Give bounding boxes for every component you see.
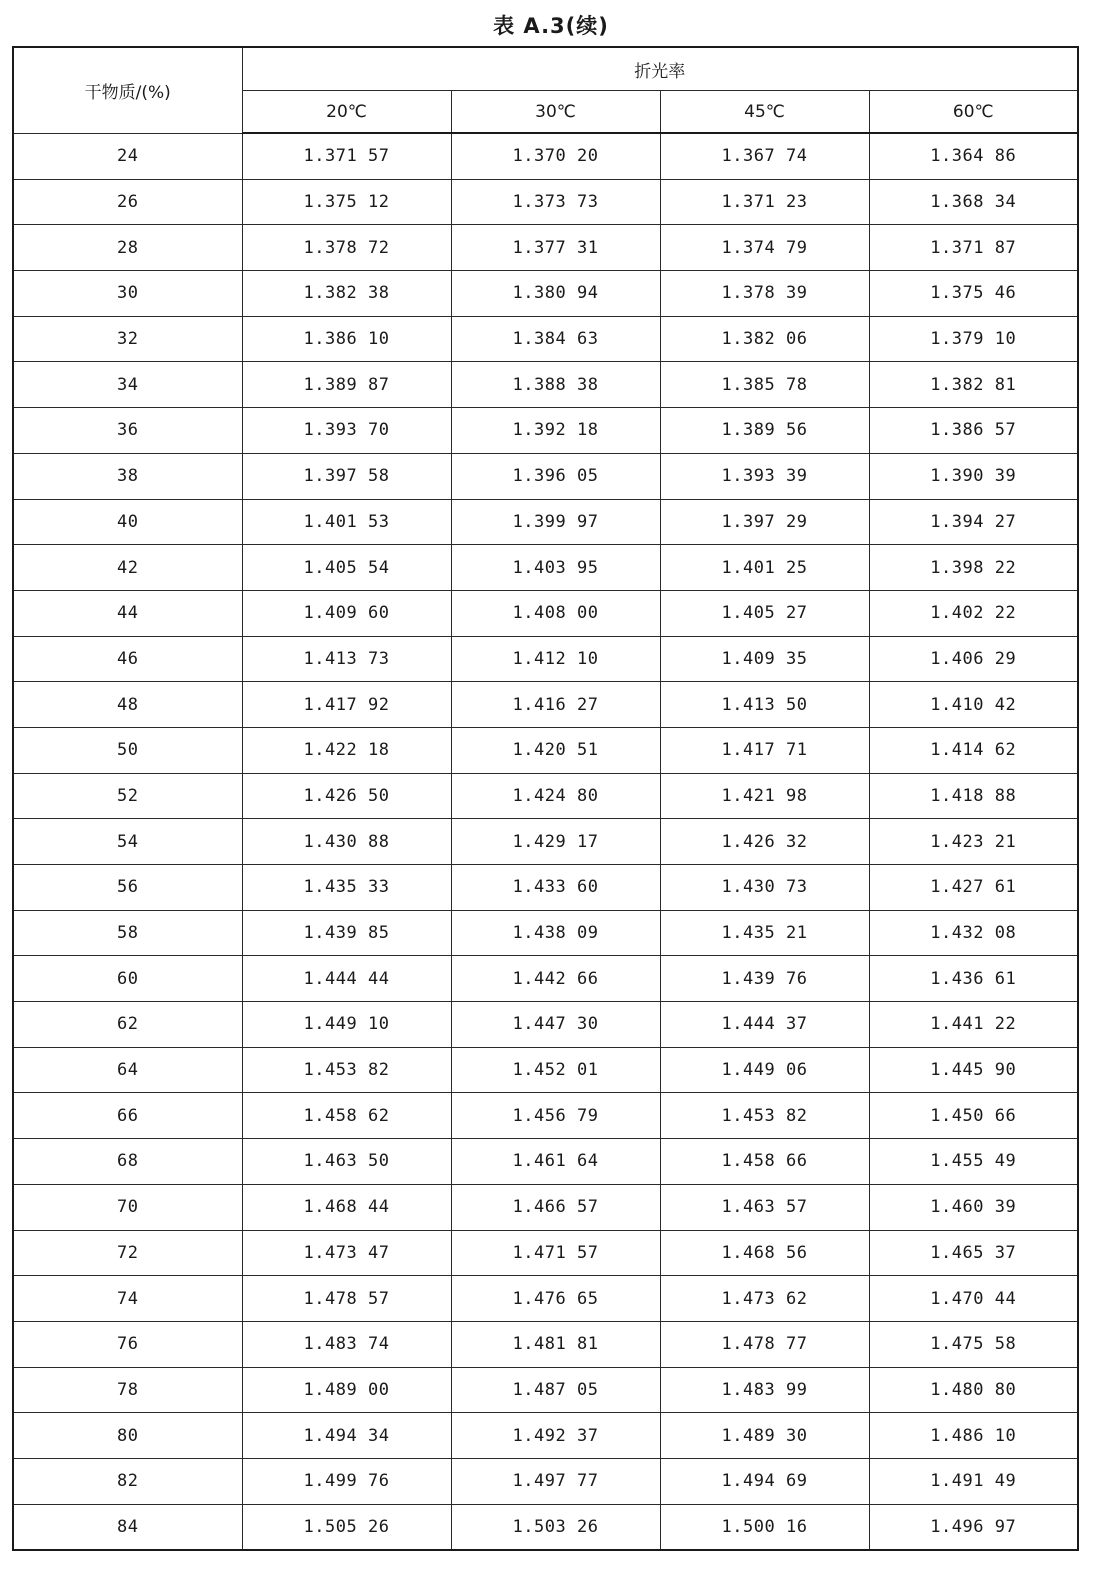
- refractive-index-cell: 1.429 17: [451, 819, 660, 865]
- refractive-index-cell: 1.494 69: [660, 1458, 869, 1504]
- refractive-index-cell: 1.499 76: [242, 1458, 451, 1504]
- table-row: [13, 819, 1078, 865]
- table-row: [13, 1504, 1078, 1550]
- refractive-index-cell: 1.470 44: [869, 1276, 1078, 1322]
- refractive-index-cell: 1.409 60: [242, 590, 451, 636]
- refractive-index-cell: 1.399 97: [451, 499, 660, 545]
- refractive-index-cell: 1.505 26: [242, 1504, 451, 1550]
- refractive-index-cell: 1.430 88: [242, 819, 451, 865]
- table-header: [13, 47, 1078, 133]
- table-row: [13, 1413, 1078, 1459]
- dry-matter-cell: 24: [13, 133, 242, 179]
- refractive-index-cell: 1.436 61: [869, 956, 1078, 1002]
- table-row: [13, 1139, 1078, 1185]
- dry-matter-cell: 32: [13, 316, 242, 362]
- refractive-index-cell: 1.408 00: [451, 590, 660, 636]
- refractive-index-cell: 1.417 92: [242, 682, 451, 728]
- table-body: [13, 133, 1078, 1550]
- dry-matter-cell: 82: [13, 1458, 242, 1504]
- refractive-index-cell: 1.405 54: [242, 545, 451, 591]
- refractive-index-cell: 1.393 70: [242, 408, 451, 454]
- dry-matter-cell: 48: [13, 682, 242, 728]
- dry-matter-cell: 84: [13, 1504, 242, 1550]
- refractive-index-cell: 1.393 39: [660, 453, 869, 499]
- refractive-index-cell: 1.494 34: [242, 1413, 451, 1459]
- refractive-index-cell: 1.380 94: [451, 271, 660, 317]
- table-row: [13, 956, 1078, 1002]
- table-row: [13, 316, 1078, 362]
- refractive-index-cell: 1.481 81: [451, 1321, 660, 1367]
- table-row: [13, 865, 1078, 911]
- refractive-index-cell: 1.385 78: [660, 362, 869, 408]
- refractive-index-cell: 1.406 29: [869, 636, 1078, 682]
- refractive-index-cell: 1.390 39: [869, 453, 1078, 499]
- refractive-index-cell: 1.468 56: [660, 1230, 869, 1276]
- refractive-index-cell: 1.398 22: [869, 545, 1078, 591]
- dry-matter-cell: 42: [13, 545, 242, 591]
- refractive-index-cell: 1.478 57: [242, 1276, 451, 1322]
- refractive-index-cell: 1.375 12: [242, 179, 451, 225]
- refractive-index-cell: 1.410 42: [869, 682, 1078, 728]
- dry-matter-cell: 58: [13, 910, 242, 956]
- refractive-index-cell: 1.409 35: [660, 636, 869, 682]
- refractive-index-cell: 1.417 71: [660, 727, 869, 773]
- refractive-index-cell: 1.466 57: [451, 1184, 660, 1230]
- refractive-index-cell: 1.397 58: [242, 453, 451, 499]
- table-row: [13, 1047, 1078, 1093]
- refractive-index-cell: 1.396 05: [451, 453, 660, 499]
- dry-matter-cell: 26: [13, 179, 242, 225]
- refractive-index-cell: 1.413 73: [242, 636, 451, 682]
- table-row: [13, 1276, 1078, 1322]
- refractive-index-cell: 1.473 62: [660, 1276, 869, 1322]
- dry-matter-cell: 54: [13, 819, 242, 865]
- refractive-index-cell: 1.427 61: [869, 865, 1078, 911]
- refractive-index-cell: 1.445 90: [869, 1047, 1078, 1093]
- refractive-index-cell: 1.367 74: [660, 133, 869, 179]
- refractive-index-cell: 1.435 21: [660, 910, 869, 956]
- refractive-index-cell: 1.497 77: [451, 1458, 660, 1504]
- refractive-index-cell: 1.430 73: [660, 865, 869, 911]
- temperature-header: 60℃: [869, 91, 1078, 134]
- table-row: [13, 1367, 1078, 1413]
- refractive-index-cell: 1.486 10: [869, 1413, 1078, 1459]
- refractive-index-cell: 1.392 18: [451, 408, 660, 454]
- table-row: [13, 499, 1078, 545]
- refractive-index-cell: 1.401 25: [660, 545, 869, 591]
- table-row: [13, 1002, 1078, 1048]
- refractive-index-cell: 1.423 21: [869, 819, 1078, 865]
- table-row: [13, 545, 1078, 591]
- refractive-index-cell: 1.483 74: [242, 1321, 451, 1367]
- refractive-index-cell: 1.439 85: [242, 910, 451, 956]
- dry-matter-cell: 38: [13, 453, 242, 499]
- refractive-index-cell: 1.489 30: [660, 1413, 869, 1459]
- refractive-index-cell: 1.476 65: [451, 1276, 660, 1322]
- refractive-index-cell: 1.384 63: [451, 316, 660, 362]
- dry-matter-cell: 40: [13, 499, 242, 545]
- table-row: [13, 453, 1078, 499]
- table-row: [13, 773, 1078, 819]
- dry-matter-cell: 68: [13, 1139, 242, 1185]
- refractive-index-cell: 1.386 10: [242, 316, 451, 362]
- table-row: [13, 910, 1078, 956]
- refractive-index-cell: 1.416 27: [451, 682, 660, 728]
- refractive-index-cell: 1.449 06: [660, 1047, 869, 1093]
- refractive-index-cell: 1.503 26: [451, 1504, 660, 1550]
- refractive-index-cell: 1.455 49: [869, 1139, 1078, 1185]
- refractive-index-cell: 1.378 72: [242, 225, 451, 271]
- refractive-index-cell: 1.388 38: [451, 362, 660, 408]
- refractive-index-cell: 1.418 88: [869, 773, 1078, 819]
- refractive-index-cell: 1.456 79: [451, 1093, 660, 1139]
- dry-matter-cell: 70: [13, 1184, 242, 1230]
- refractive-index-cell: 1.480 80: [869, 1367, 1078, 1413]
- refractive-index-cell: 1.371 87: [869, 225, 1078, 271]
- table-row: [13, 1230, 1078, 1276]
- refractive-index-cell: 1.414 62: [869, 727, 1078, 773]
- refractive-index-cell: 1.433 60: [451, 865, 660, 911]
- refractive-index-cell: 1.401 53: [242, 499, 451, 545]
- refractive-index-cell: 1.386 57: [869, 408, 1078, 454]
- refractive-index-cell: 1.491 49: [869, 1458, 1078, 1504]
- table-row: [13, 682, 1078, 728]
- refractive-index-cell: 1.463 50: [242, 1139, 451, 1185]
- refractive-index-header: 折光率: [242, 47, 1078, 91]
- table-row: [13, 727, 1078, 773]
- refractive-index-cell: 1.442 66: [451, 956, 660, 1002]
- refractive-index-cell: 1.461 64: [451, 1139, 660, 1185]
- dry-matter-cell: 44: [13, 590, 242, 636]
- table-row: [13, 408, 1078, 454]
- refractive-index-cell: 1.403 95: [451, 545, 660, 591]
- dry-matter-cell: 46: [13, 636, 242, 682]
- refractive-index-cell: 1.426 50: [242, 773, 451, 819]
- table-row: [13, 1458, 1078, 1504]
- refractive-index-cell: 1.421 98: [660, 773, 869, 819]
- temperature-header: 20℃: [242, 91, 451, 134]
- refractive-index-cell: 1.374 79: [660, 225, 869, 271]
- refractive-index-cell: 1.458 66: [660, 1139, 869, 1185]
- table-row: [13, 225, 1078, 271]
- refractive-index-cell: 1.465 37: [869, 1230, 1078, 1276]
- refractive-index-cell: 1.496 97: [869, 1504, 1078, 1550]
- refractive-index-cell: 1.389 87: [242, 362, 451, 408]
- dry-matter-cell: 78: [13, 1367, 242, 1413]
- refractive-index-cell: 1.382 81: [869, 362, 1078, 408]
- refractive-index-cell: 1.439 76: [660, 956, 869, 1002]
- table-row: [13, 1184, 1078, 1230]
- table-row: [13, 590, 1078, 636]
- dry-matter-cell: 52: [13, 773, 242, 819]
- dry-matter-cell: 50: [13, 727, 242, 773]
- refractive-index-cell: 1.450 66: [869, 1093, 1078, 1139]
- refractive-index-cell: 1.389 56: [660, 408, 869, 454]
- refractive-index-cell: 1.378 39: [660, 271, 869, 317]
- refractive-index-cell: 1.382 06: [660, 316, 869, 362]
- refractive-index-cell: 1.473 47: [242, 1230, 451, 1276]
- refractive-index-cell: 1.375 46: [869, 271, 1078, 317]
- refractive-index-cell: 1.475 58: [869, 1321, 1078, 1367]
- refractive-index-cell: 1.468 44: [242, 1184, 451, 1230]
- refractive-index-cell: 1.438 09: [451, 910, 660, 956]
- dry-matter-cell: 62: [13, 1002, 242, 1048]
- refractive-index-cell: 1.373 73: [451, 179, 660, 225]
- dry-matter-cell: 74: [13, 1276, 242, 1322]
- dry-matter-cell: 66: [13, 1093, 242, 1139]
- dry-matter-cell: 72: [13, 1230, 242, 1276]
- refractive-index-cell: 1.422 18: [242, 727, 451, 773]
- header-row-top: [13, 47, 1078, 91]
- refractive-index-cell: 1.453 82: [242, 1047, 451, 1093]
- table-row: [13, 133, 1078, 179]
- refractive-index-table: [12, 46, 1079, 1551]
- refractive-index-cell: 1.394 27: [869, 499, 1078, 545]
- dry-matter-cell: 80: [13, 1413, 242, 1459]
- refractive-index-cell: 1.426 32: [660, 819, 869, 865]
- refractive-index-cell: 1.371 57: [242, 133, 451, 179]
- refractive-index-cell: 1.449 10: [242, 1002, 451, 1048]
- refractive-index-cell: 1.463 57: [660, 1184, 869, 1230]
- refractive-index-cell: 1.460 39: [869, 1184, 1078, 1230]
- refractive-index-cell: 1.435 33: [242, 865, 451, 911]
- dry-matter-cell: 28: [13, 225, 242, 271]
- dry-matter-cell: 60: [13, 956, 242, 1002]
- refractive-index-cell: 1.471 57: [451, 1230, 660, 1276]
- refractive-index-cell: 1.492 37: [451, 1413, 660, 1459]
- refractive-index-cell: 1.364 86: [869, 133, 1078, 179]
- refractive-index-cell: 1.478 77: [660, 1321, 869, 1367]
- refractive-index-cell: 1.368 34: [869, 179, 1078, 225]
- refractive-index-cell: 1.489 00: [242, 1367, 451, 1413]
- refractive-index-cell: 1.412 10: [451, 636, 660, 682]
- refractive-index-cell: 1.458 62: [242, 1093, 451, 1139]
- refractive-index-cell: 1.377 31: [451, 225, 660, 271]
- refractive-index-cell: 1.405 27: [660, 590, 869, 636]
- temperature-header: 30℃: [451, 91, 660, 134]
- refractive-index-cell: 1.397 29: [660, 499, 869, 545]
- table-row: [13, 636, 1078, 682]
- table-caption: 表 A.3(续): [493, 14, 609, 38]
- refractive-index-cell: 1.379 10: [869, 316, 1078, 362]
- table-row: [13, 1321, 1078, 1367]
- refractive-index-cell: 1.420 51: [451, 727, 660, 773]
- table-row: [13, 179, 1078, 225]
- refractive-index-cell: 1.441 22: [869, 1002, 1078, 1048]
- refractive-index-cell: 1.432 08: [869, 910, 1078, 956]
- table-row: [13, 271, 1078, 317]
- refractive-index-cell: 1.370 20: [451, 133, 660, 179]
- refractive-index-cell: 1.444 44: [242, 956, 451, 1002]
- refractive-index-cell: 1.487 05: [451, 1367, 660, 1413]
- refractive-index-cell: 1.483 99: [660, 1367, 869, 1413]
- dry-matter-cell: 56: [13, 865, 242, 911]
- refractive-index-cell: 1.500 16: [660, 1504, 869, 1550]
- refractive-index-cell: 1.444 37: [660, 1002, 869, 1048]
- refractive-index-cell: 1.447 30: [451, 1002, 660, 1048]
- dry-matter-header: 干物质/(%): [13, 47, 242, 133]
- refractive-index-cell: 1.413 50: [660, 682, 869, 728]
- dry-matter-cell: 76: [13, 1321, 242, 1367]
- dry-matter-cell: 34: [13, 362, 242, 408]
- temperature-header: 45℃: [660, 91, 869, 134]
- refractive-index-cell: 1.452 01: [451, 1047, 660, 1093]
- dry-matter-cell: 36: [13, 408, 242, 454]
- dry-matter-cell: 30: [13, 271, 242, 317]
- refractive-index-cell: 1.453 82: [660, 1093, 869, 1139]
- table-row: [13, 1093, 1078, 1139]
- refractive-index-cell: 1.424 80: [451, 773, 660, 819]
- dry-matter-cell: 64: [13, 1047, 242, 1093]
- refractive-index-cell: 1.402 22: [869, 590, 1078, 636]
- table-row: [13, 362, 1078, 408]
- refractive-index-cell: 1.382 38: [242, 271, 451, 317]
- refractive-index-cell: 1.371 23: [660, 179, 869, 225]
